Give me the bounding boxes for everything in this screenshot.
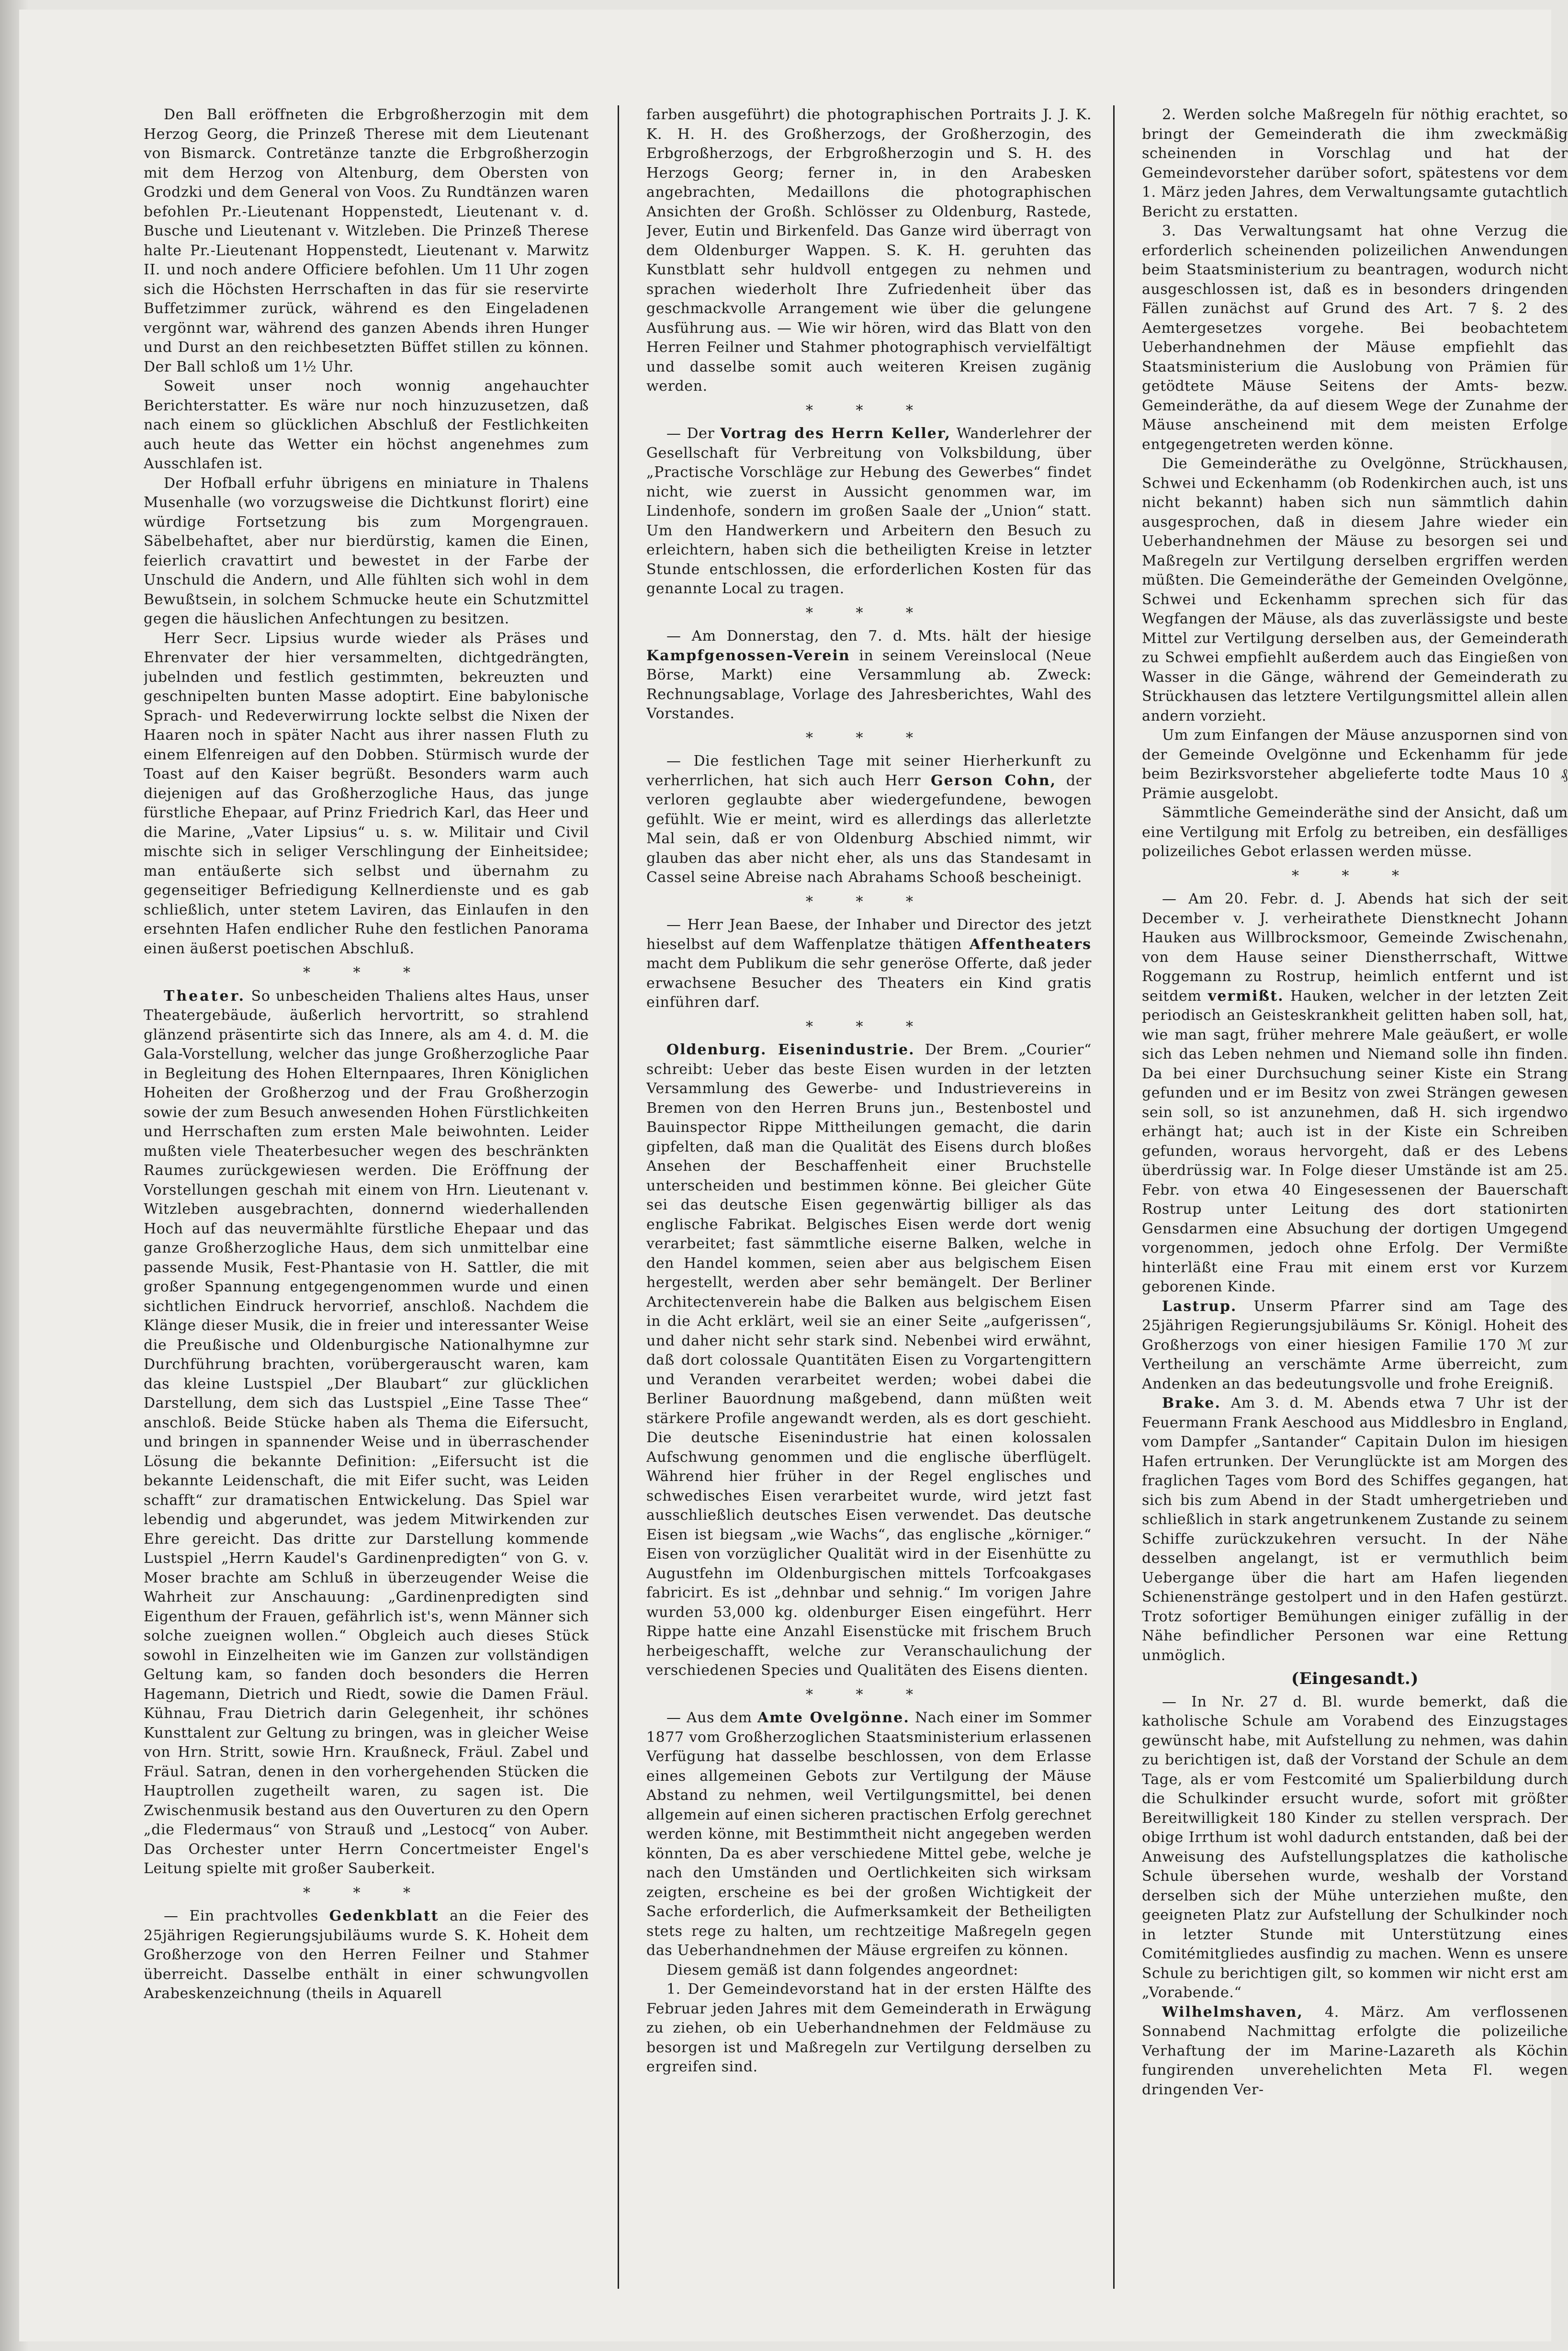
gedenkblatt-heading: Gedenkblatt (329, 1908, 439, 1924)
affentheater-lead: — Herr Jean Baese, der Inhaber und Director des jetzt hieselbst auf dem Waffenplatze thätigen (646, 916, 1092, 953)
anordnung-item-2: 2. Werden solche Maßregeln für nöthig erachtet, so bringt der Gemeinderath die ihm zweckmäßig scheinenden in Vorschlag und hat der Gemeindevorsteher darüber sofort, spätestens vor dem 1. März jeden Jahres, dem Verwaltungsamte gutachtlich Bericht zu erstatten. (1142, 106, 1568, 220)
separator-stars: * * * (805, 604, 933, 622)
gedenkblatt-text: an die Feier des 25jährigen Regierungsjubiläums wurde S. K. Hoheit dem Großherzoge von den Herren Feilner und Stahmer überreicht. Dasselbe enthält in einer schwungvollen Arabeskenzeichnung (theils in Aquarell (144, 1908, 589, 2002)
vortrag-text: Wanderlehrer der Gesellschaft für Verbreitung von Volksbildung, über „Practische Vorschläge zur Hebung des Gewerbes“ findet nicht, wie zuerst in Aussicht genommen war, im Lindenhofe, sondern im großen Saale der „Union“ statt. Um den Handwerkern und Arbeitern den Besuch zu erleichtern, haben sich die betheiligten Kreise in letzter Stunde entschlossen, die erforderlichen Kosten für das genannte Local zu tragen. (646, 425, 1092, 597)
ovelgoenne-text: Nach einer im Sommer 1877 vom Großherzoglichen Staatsministerium erlassenen Verfügung hat dasselbe beschlossen, von dem Erlasse eines allgemeinen Gebots zur Vertilgung der Mäuse Abstand zu nehmen, weil Vertilgungsmittel, bei denen allgemein auf einen sicheren practischen Erfolg gerechnet werden könne, mit Bestimmtheit nicht angegeben werden könnten, Da es aber verschiedene Mittel gebe, welche je nach den Umständen und Oertlichkeiten sich wirksam zeigten, erscheine es bei der großen Wichtigkeit der Sache erforderlich, die Aufmerksamkeit der Betheiligten stets rege zu halten, um rechtzeitige Maßregeln gegen das Ueberhandnehmen der Mäuse ergreifen zu können. (646, 1709, 1092, 1959)
lastrup-heading: Lastrup. (1162, 1298, 1237, 1315)
gedenkblatt-article (144, 1907, 589, 2004)
cohn-lead: — Die festlichen Tage mit seiner Hierherkunft zu verherrlichen, hat sich auch Herr (646, 753, 1092, 789)
vermisst-heading: vermißt. (1207, 987, 1284, 1005)
column-3 (1142, 105, 1568, 2289)
affentheater-heading: Affentheaters (969, 936, 1092, 953)
vortrag-article (646, 424, 1092, 599)
eingesandt-heading: (Eingesandt.) (1291, 1669, 1419, 1688)
reporter-paragraph: Soweit unser noch wonnig angehauchter Berichterstatter. Es wäre nur noch hinzuzusetzen, daß nach einem so glücklichen Abschluß der Festlichkeiten auch heute das Wetter ein höchst angenehmes zum Ausschlafen ist. (144, 378, 589, 472)
cohn-heading: Gerson Cohn, (930, 772, 1057, 789)
ovelgoenne-heading: Amte Ovelgönne. (757, 1709, 910, 1726)
separator-stars: * * * (805, 1018, 933, 1035)
vortrag-heading: Vortrag des Herrn Keller, (720, 425, 951, 442)
wilhelmshaven-heading: Wilhelmshaven, (1162, 2003, 1303, 2021)
lipsius-paragraph: Herr Secr. Lipsius wurde wieder als Präses und Ehrenvater der hier versammelten, dichtgedrängten, jubelnden und festlich gestimmten, bekreuzten und geschnipelten bunten Masse adoptirt. Eine babylonische Sprach- und Redeverwirrung lockte selbst die Nixen der Haaren noch in später Nacht aus ihrer nassen Fluth zu einem Elfenreigen auf den Dobben. Stürmisch wurde der Toast auf den Kaiser begrüßt. Besonders warm auch diejenigen auf das Großherzogliche Haus, das junge fürstliche Ehepaar, auf Prinz Friedrich Karl, das Heer und die Marine, „Vater Lipsius“ u. s. w. Militair und Civil mischte sich in seliger Verschlingung der Einheitsidee; man entäußerte sich selbst und übernahm zu gegenseitiger Befriedigung Kellnerdienste und es gab schließlich, unter stetem Laviren, das Einlaufen in den ersehnten Hafen endlicher Ruhe den festlichen Panorama einen äußerst poetischen Abschluß. (144, 630, 589, 957)
wilhelmshaven-text: 4. März. Am verflossenen Sonnabend Nachmittag erfolgte die polizeiliche Verhaftung der im Marine-Lazareth als Köchin fungirenden unverehelichten Meta Fl. wegen dringenden Ver- (1142, 2003, 1568, 2098)
separator-stars: * * * (805, 1686, 933, 1703)
kampfgenossen-heading: Kampfgenossen-Verein (646, 647, 850, 664)
anordnung-item-3: 3. Das Verwaltungsamt hat ohne Verzug die erforderlich scheinenden polizeilichen Anwendungen beim Staatsministerium zu beantragen, wodurch nicht ausgeschlossen ist, daß es in besonders dringenden Fällen zunächst auf Grund des Art. 7 §. 2 des Aemtergesetzes vorgehe. Bei beobachtetem Ueberhandnehmen der Mäuse empfiehlt das Staatsministerium die Auslobung von Prämien für getödtete Mäuse Seitens der Amts- bezw. Gemeinderäthe, da auf diesem Wege der Zunahme der Mäuse anscheinend mit dem meisten Erfolge entgegengetreten werden könne. (1142, 223, 1568, 453)
gebot-paragraph: Sämmtliche Gemeinderäthe sind der Ansicht, daß um eine Vertilgung mit Erfolg zu betreiben, ein desfälliges polizeiliches Gebot erlassen werden müsse. (1142, 804, 1568, 860)
vortrag-lead: — Der (666, 425, 721, 442)
affentheater-text: macht dem Publikum die sehr generöse Offerte, daß jeder erwachsene Besucher des Theaters ein Kind gratis einführen darf. (646, 955, 1092, 1011)
separator-stars: * * * (303, 1884, 430, 1901)
kampfgenossen-text: in seinem Vereinslocal (Neue Börse, Markt) eine Versammlung ab. Zweck: Rechnungsablage, Vorlage des Jahresberichtes, Wahl des Vorstandes. (646, 647, 1092, 722)
ovelgoenne-lead: — Aus dem (666, 1709, 757, 1726)
theater-heading: Theater. (164, 987, 246, 1005)
affentheater-article (646, 916, 1092, 1013)
vermisst-text: Hauken, welcher in der letzten Zeit periodisch an Geisteskrankheit gelitten haben soll, hat, wie man sagt, früher mehrere Male geäußert, er wolle sich das Leben nehmen und Niemand solle ihn finden. Da bei einer Durchsuchung seiner Kiste ein Strang gefunden und er im Besitz von zwei Strängen gewesen sein soll, so ist anzunehmen, daß H. sich irgendwo erhängt hat; auch ist in der Kiste ein Schreiben gefunden, woraus hervorgeht, daß er des Lebens überdrüssig war. In Folge dieser Umstände ist am 25. Febr. von etwa 40 Eingesessenen der Bauerschaft Rostrup unter Leitung des dort stationirten Gensdarmen eine Absuchung der dortigen Umgegend vorgenommen, jedoch ohne Erfolg. Der Vermißte hinterläßt eine Frau mit einem erst vor Kurzem geborenen Kinde. (1142, 987, 1568, 1295)
gedenkblatt-continuation: farben ausgeführt) die photographischen Portraits J. J. K. K. H. H. des Großherzogs, der Großherzogin, des Erbgroßherzogs, der Erbgroßherzogin und S. H. des Herzogs Georg; ferner in, in den Arabesken angebrachten, Medaillons die photographischen Ansichten der Großh. Schlösser zu Oldenburg, Rastede, Jever, Eutin und Birkenfeld. Das Ganze wird überragt von dem Oldenburger Wappen. S. K. H. geruhten das Kunstblatt sehr huldvoll entgegen zu nehmen und sprachen wiederholt Ihre Zufriedenheit über das geschmackvolle Arrangement wie über die gelungene Ausführung aus. — Wie wir hören, wird das Blatt von den Herren Feilner und Stahmer photographisch vervielfältigt und dasselbe somit auch weiteren Kreisen zugänig werden. (646, 106, 1092, 395)
eingesandt-text: — In Nr. 27 d. Bl. wurde bemerkt, daß die katholische Schule am Vorabend des Einzugstages gewünscht habe, mit Aufstellung zu nehmen, was dahin zu berichtigen ist, daß der Vorstand der Schule an dem Tage, als er vom Festcomité um Spalierbildung durch die Schulkinder ersucht wurde, sofort mit größter Bereitwilligkeit 180 Kinder zu stellen versprach. Der obige Irrthum ist wohl dadurch entstanden, daß bei der Anweisung des Aufstellungsplatzes die katholische Schule übersehen wurde, weshalb der Vorstand derselben sich der Mühe unterziehen mußte, den geeigneten Platz zur Aufstellung der Schulkinder noch in letzter Stunde mit Unterstützung eines Comitémitgliedes ausfindig zu machen. Wenn es unsere Schule zu berichtigen gilt, so kommen wir nicht erst am „Vorabende.“ (1142, 1693, 1568, 2001)
theater-article (144, 987, 589, 1879)
anordnung-item-1: 1. Der Gemeindevorstand hat in der ersten Hälfte des Februar jeden Jahres mit dem Gemeinderath in Erwägung zu ziehen, ob ein Ueberhandnehmen der Feldmäuse zu besorgen ist und Maßregeln zur Vertilgung derselben zu ergreifen sind. (646, 1981, 1092, 2075)
cohn-article (646, 752, 1092, 888)
kampfgenossen-article (646, 627, 1092, 724)
eisenindustrie-article (646, 1040, 1092, 1681)
kampfgenossen-lead: — Am Donnerstag, den 7. d. Mts. hält der hiesige (666, 628, 1092, 644)
column-rule-1 (618, 105, 619, 2289)
eisenindustrie-text: Der Brem. „Courier“ schreibt: Ueber das beste Eisen wurden in der letzten Versammlung des Gewerbe- und Industrievereins in Bremen von den Herren Bruns jun., Bestenbostel und Bauinspector Rippe Mittheilungen gemacht, die darin gipfelten, daß man die Qualität des Eisens durch bloßes Ansehen der Beschaffenheit einer Bruchstelle unterscheiden und bestimmen könne. Bei gleicher Güte sei das deutsche Eisen gegenwärtig billiger als das englische Fabrikat. Belgisches Eisen werde dort wenig verarbeitet; fast sämmtliche eiserne Balken, welche in den Handel kommen, seien aber aus belgischem Eisen hergestellt, werden aber sehr bemängelt. Der Berliner Architectenverein habe die Balken aus belgischem Eisen in die Acht erklärt, weil sie an einer Seite „aufgerissen“, und daher nicht sehr stark sind. Nebenbei wird erwähnt, daß dort colossale Quantitäten Eisen zu Vorgartengittern und Veranden verarbeitet werden; wobei dabei die Berliner Bauordnung maßgebend, dann müßten weit stärkere Profile angewandt werden, als es dort geschieht. Die deutsche Eisenindustrie hat einen kolossalen Aufschwung genommen und die englische überflügelt. Während hier früher in der Regel englisches und schwedisches Eisen verarbeitet wurde, wird jetzt fast ausschließlich deutsches Eisen verwendet. Das deutsche Eisen ist biegsam „wie Wachs“, das englische „körniger.“ Eisen von vorzüglicher Qualität wird in der Eisenhütte zu Augustfehn im Oldenburgischen mittels Torfcoakgases fabricirt. Es ist „dehnbar und sehnig.“ Im vorigen Jahre wurden 53,000 kg. oldenburger Eisen eingeführt. Herr Rippe hatte eine Anzahl Eisenstücke mit frischem Bruch herbeigeschafft, welche zur Veranschaulichung der verschiedenen Species und Qualitäten des Eisens dienten. (646, 1041, 1092, 1679)
cohn-text: der verloren geglaubte aber wiedergefundene, bewogen gefühlt. Wie er meint, wird es allerdings das allerletzte Mal sein, daß er von Oldenburg Abschied nimmt, wir glauben das aber nicht eher, als uns das Standesamt in Cassel seine Abreise nach Abrahams Schooß bescheinigt. (646, 772, 1092, 886)
theater-text: So unbescheiden Thaliens altes Haus, unser Theatergebäude, äußerlich hervortritt, so strahlend glänzend präsentirte sich das Innere, als am 4. d. M. die Gala-Vorstellung, welcher das junge Großherzogliche Paar in Begleitung des Hohen Elternpaares, Ihren Königlichen Hoheiten der Großherzog und der Frau Großherzogin sowie der zum Besuch anwesenden Hohen Fürstlichkeiten und Herrschaften zum ersten Male beiwohnten. Leider mußten viele Theaterbesucher wegen des beschränkten Raumes zurückgewiesen werden. Die Eröffnung der Vorstellungen geschah mit einem von Hrn. Lieutenant v. Witzleben ausgebrachten, donnernd wiederhallenden Hoch auf das neuvermählte fürstliche Ehepaar und das ganze Großherzogliche Haus, dem sich unmittelbar eine passende Musik, Fest-Phantasie von H. Sattler, die mit großer Spannung entgegengenommen wurde und einen sichtlichen Eindruck hervorrief, anschloß. Nachdem die Klänge dieser Musik, die in freier und interessanter Weise die Preußische und Oldenburgische Nationalhymne zur Durchführung brachten, vorübergerauscht waren, kam das kleine Lustspiel „Der Blaubart“ zur glücklichen Darstellung, dem sich das Lustspiel „Eine Tasse Thee“ anschloß. Beide Stücke haben als Thema die Eifersucht, und bringen in spannender Weise und in überraschender Lösung die bekannte Definition: „Eifersucht ist die bekannte Leidenschaft, die mit Eifer sucht, was Leiden schafft“ zur dramatischen Entwickelung. Das Spiel war lebendig und abgerundet, was jedem Mitwirkenden zur Ehre gereicht. Das dritte zur Darstellung kommende Lustspiel „Herrn Kaudel's Gardinenpredigten“ von G. v. Moser brachte am Schluß in überzeugender Weise die Wahrheit zur Anschauung: „Gardinenpredigten sind Eigenthum der Frauen, gefährlich ist's, wenn Männer sich solche zueignen wollen.“ Obgleich auch dieses Stück sowohl in Einzelheiten wie im Ganzen zur vollständigen Geltung kam, so fanden doch besonders die Herren Hagemann, Dietrich und Riedt, sowie die Damen Fräul. Kühnau, Frau Dietrich darin Gelegenheit, ihr schönes Kunsttalent zur Geltung zu bringen, was in gleicher Weise von Hrn. Stritt, sowie Hrn. Kraußneck, Fräul. Zabel und Fräul. Satran, denen in den vorhergehenden Stücken die Hauptrollen zugetheilt waren, zu sagen ist. Die Zwischenmusik bestand aus den Ouverturen zu den Opern „die Fledermaus“ von Strauß und „Lestocq“ von Auber. Das Orchester unter Herrn Concertmeister Engel's Leitung spielte mit großer Sauberkeit. (144, 987, 589, 1877)
gemeinderaethe-paragraph: Die Gemeinderäthe zu Ovelgönne, Strückhausen, Schwei und Eckenhamm (ob Rodenkirchen auch, ist uns nicht bekannt) haben sich nun sämmtlich dahin ausgesprochen, daß in diesem Jahre wieder ein Ueberhandnehmen der Mäuse zu besorgen sei und Maßregeln zur Vertilgung derselben ergriffen werden müßten. Die Gemeinderäthe der Gemeinden Ovelgönne, Schwei und Eckenhamm sprechen sich für das Wegfangen der Mäuse, als das zuverlässigste und beste Mittel zur Vertilgung derselben aus, der Gemeinderath zu Schwei empfiehlt außerdem auch das Eingießen von Wasser in die Gänge, während der Gemeinderath zu Strückhausen das letztere Vertilgungsmittel allein allen andern vorzieht. (1142, 455, 1568, 724)
vermisst-lead: — Am 20. Febr. d. J. Abends hat sich der seit December v. J. verheirathete Dienstknecht Johann Hauken aus Willbrocksmoor, Gemeinde Zwischenahn, von dem Hause seiner Dienstherrschaft, Wittwe Roggemann zu Rostrup, heimlich entfernt und ist seitdem (1142, 891, 1568, 1005)
column-1 (144, 105, 589, 2289)
column-2 (646, 105, 1092, 2289)
praemie-paragraph: Um zum Einfangen der Mäuse anzuspornen sind von der Gemeinde Ovelgönne und Eckenhamm für jede beim Bezirksvorsteher abgelieferte todte Maus 10 ₰ Prämie ausgelobt. (1142, 727, 1568, 802)
brake-article (1142, 1394, 1568, 1665)
separator-stars: * * * (805, 402, 933, 419)
hofball-paragraph: Der Hofball erfuhr übrigens en miniature in Thalens Musenhalle (wo vorzugsweise die Dichtkunst florirt) eine würdige Fortsetzung bis zum Morgengrauen. Säbelbehaftet, aber nur bierdürstig, kamen die Einen, feierlich cravattirt und bewestet in der Farbe der Unschuld die Andern, und Alle fühlten sich wohl in dem Bewußtsein, in solchem Schmucke heute ein Schutzmittel gegen die häuslichen Anfechtungen zu besitzen. (144, 475, 589, 627)
newspaper-page (19, 10, 1568, 2341)
brake-text: Am 3. d. M. Abends etwa 7 Uhr ist der Feuermann Frank Aeschood aus Middlesbro in England, vom Dampfer „Santander“ Capitain Dulon im hiesigen Hafen ertrunken. Der Verunglückte ist am Morgen des fraglichen Tages vom Bord des Schiffes gegangen, hat sich bis zum Abend in der Stadt umhergetrieben und schließlich in stark angetrunkenem Zustande zu seinem Schiffe zurückzukehren versucht. In der Nähe desselben angelangt, ist er vermuthlich beim Uebergange über die hart am Hafen liegenden Schienenstränge gestolpert und in den Hafen gestürzt. Trotz sofortiger Bemühungen einiger zufällig in der Nähe befindlicher Personen war eine Rettung unmöglich. (1142, 1395, 1568, 1664)
wilhelmshaven-article (1142, 2003, 1568, 2100)
ovelgoenne-article (646, 1708, 1092, 1961)
column-rule-2 (1113, 105, 1115, 2289)
anordnung-paragraph: Diesem gemäß ist dann folgendes angeordnet: (666, 1961, 1018, 1978)
lastrup-text: Unserm Pfarrer sind am Tage des 25jährigen Regierungsjubiläums Sr. Königl. Hoheit des Großherzogs von einer hiesigen Familie 170 ℳ zur Vertheilung an verschämte Arme überreicht, zum Andenken an das bedeutungsvolle und frohe Ereigniß. (1142, 1298, 1568, 1392)
gedenkblatt-lead: — Ein prachtvolles (164, 1908, 329, 1924)
separator-stars: * * * (805, 729, 933, 746)
lastrup-article (1142, 1297, 1568, 1394)
ball-paragraph: Den Ball eröffneten die Erbgroßherzogin mit dem Herzog Georg, die Prinzeß Therese mit dem Lieutenant von Bismarck. Contretänze tanzte die Erbgroßherzogin mit dem Herzog von Altenburg, dem Obersten von Grodzki und dem General von Voos. Zu Rundtänzen waren befohlen Pr.-Lieutenant Hoppenstedt, Lieutenant v. d. Busche und Lieutenant v. Witzleben. Die Prinzeß Therese halte Pr.-Lieutenant Hoppenstedt, Lieutenant v. Marwitz II. und noch andere Officiere befohlen. Um 11 Uhr zogen sich die Höchsten Herrschaften in das für sie reservirte Buffetzimmer zurück, während es den Eingeladenen vergönnt war, während des ganzen Abends ihren Hunger und Durst an den reichbesetzten Büffet stillen zu können. Der Ball schloß um 1½ Uhr. (144, 106, 589, 375)
brake-heading: Brake. (1162, 1395, 1221, 1412)
separator-stars: * * * (805, 893, 933, 910)
vermisst-article (1142, 890, 1568, 1297)
eisenindustrie-heading: Oldenburg. Eisenindustrie. (666, 1041, 915, 1058)
separator-stars: * * * (303, 964, 430, 981)
separator-stars: * * * (1291, 867, 1419, 884)
